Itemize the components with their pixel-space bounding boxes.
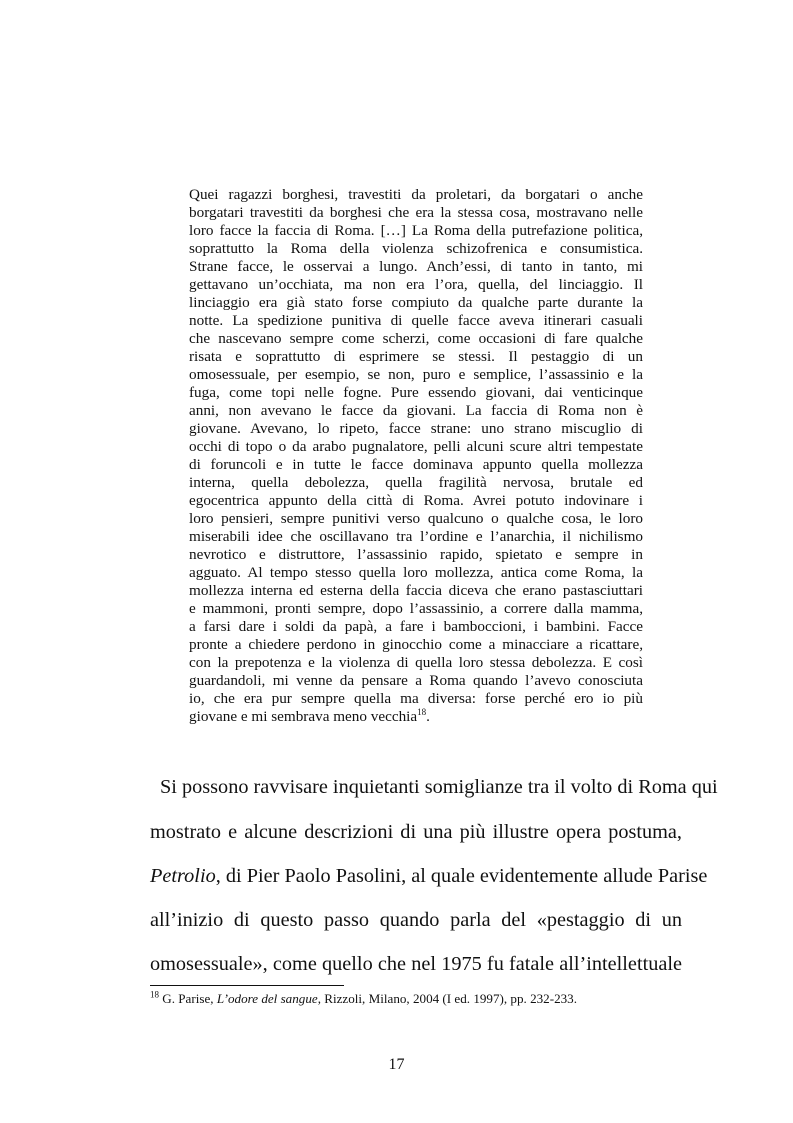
quote-line: borgatari travestiti da borghesi che era la stessa cosa, mostravano nelle (189, 204, 643, 221)
footnote-number: 18 (150, 989, 159, 1000)
quote-line: Strane facce, le osservai a lungo. Anch’essi, di tanto in tanto, mi (189, 258, 643, 275)
quote-line: occhi di topo o da arabo pugnalatore, pelli alcuni scure altri tempestate (189, 438, 643, 455)
body-paragraph-line: Si possono ravvisare inquietanti somiglianze tra il volto di Roma qui (160, 776, 718, 798)
quote-line: con la prepotenza e la violenza di quella loro stessa debolezza. E così (189, 654, 643, 671)
footnote-reference: 18 (417, 706, 427, 717)
quote-line: gettavano un’occhiata, ma non era l’ora, quella, del linciaggio. Il (189, 276, 643, 293)
quote-line: mollezza interna ed esterna della faccia diceva che erano pastasciuttari (189, 582, 643, 599)
quote-line: io, che era pur sempre quella ma diversa: forse perché ero io più (189, 690, 643, 707)
quote-line: pronte a chiedere perdono in ginocchio come a minacciare a ricattare, (189, 636, 643, 653)
quote-line: egocentrica appunto della città di Roma. Avrei potuto indovinare i (189, 492, 643, 509)
quote-line: interna, quella debolezza, quella fragilità nervosa, brutale ed (189, 474, 643, 491)
quote-line: linciaggio era già stato forse compiuto da qualche parte durante la (189, 294, 643, 311)
footnote (150, 991, 577, 1007)
quote-line: Quei ragazzi borghesi, travestiti da proletari, da borgatari o anche (189, 186, 643, 203)
quote-text: giovane e mi sembrava meno vecchia (189, 708, 418, 725)
quote-line: che nascevano sempre come scherzi, come occasioni di fare qualche (189, 330, 643, 347)
quote-line: fuga, come topi nelle fogne. Pure essendo giovani, dai venticinque (189, 384, 643, 401)
quote-end-punctuation: . (426, 708, 430, 725)
quote-line: agguato. Al tempo stesso quella loro mollezza, antica come Roma, la (189, 564, 643, 581)
quote-line: soprattutto la Roma della violenza schizofrenica e consumistica. (189, 240, 643, 257)
quote-line: omosessuale, per esempio, se non, puro e semplice, l’assassinio e la (189, 366, 643, 383)
body-paragraph-line: mostrato e alcune descrizioni di una più illustre opera postuma, (150, 821, 682, 843)
body-paragraph-line (150, 864, 708, 888)
quote-line: anni, non avevano le facce da giovani. La faccia di Roma non è (189, 402, 643, 419)
quote-line: giovane. Avevano, lo ripeto, facce strane: uno strano miscuglio di (189, 420, 643, 437)
body-paragraph-line: omosessuale», come quello che nel 1975 fu fatale all’intellettuale (150, 953, 682, 975)
footnote-publication: , Rizzoli, Milano, 2004 (I ed. 1997), pp. 232-233. (317, 991, 577, 1006)
footnote-author: G. Parise, (159, 991, 217, 1006)
quote-line: loro facce la faccia di Roma. […] La Roma della putrefazione politica, (189, 222, 643, 239)
quote-line: a farsi dare i soldi da papà, a fare i bamboccioni, i bambini. Facce (189, 618, 643, 635)
quote-line: nevrotico e distruttore, l’assassinio rapido, spietato e sempre in (189, 546, 643, 563)
quote-line: e mammoni, pronti sempre, dopo l’assassinio, a correre dalla mamma, (189, 600, 643, 617)
footnote-book-title: L’odore del sangue (216, 991, 318, 1006)
quote-line: miserabili idee che oscillavano tra l’ordine e l’anarchia, il nichilismo (189, 528, 643, 545)
footnote-separator (150, 985, 344, 986)
quote-line: guardandoli, mi venne da pensare a Roma quando l’avevo conosciuta (189, 672, 643, 689)
work-title-petrolio: Petrolio (150, 865, 216, 887)
quote-line (189, 708, 643, 726)
body-text: , di Pier Paolo Pasolini, al quale evidentemente allude Parise (215, 865, 708, 887)
quote-line: di foruncoli e in tutte le facce dominava appunto quella mollezza (189, 456, 643, 473)
body-paragraph-line: all’inizio di questo passo quando parla del «pestaggio di un (150, 909, 682, 931)
quote-line: loro pensieri, sempre punitivi verso qualcuno o qualche cosa, le loro (189, 510, 643, 527)
quote-line: notte. La spedizione punitiva di quelle facce aveva itinerari casuali (189, 312, 643, 329)
page-number: 17 (388, 1056, 405, 1073)
quote-line: risata e soprattutto di esprimere se stessi. Il pestaggio di un (189, 348, 643, 365)
